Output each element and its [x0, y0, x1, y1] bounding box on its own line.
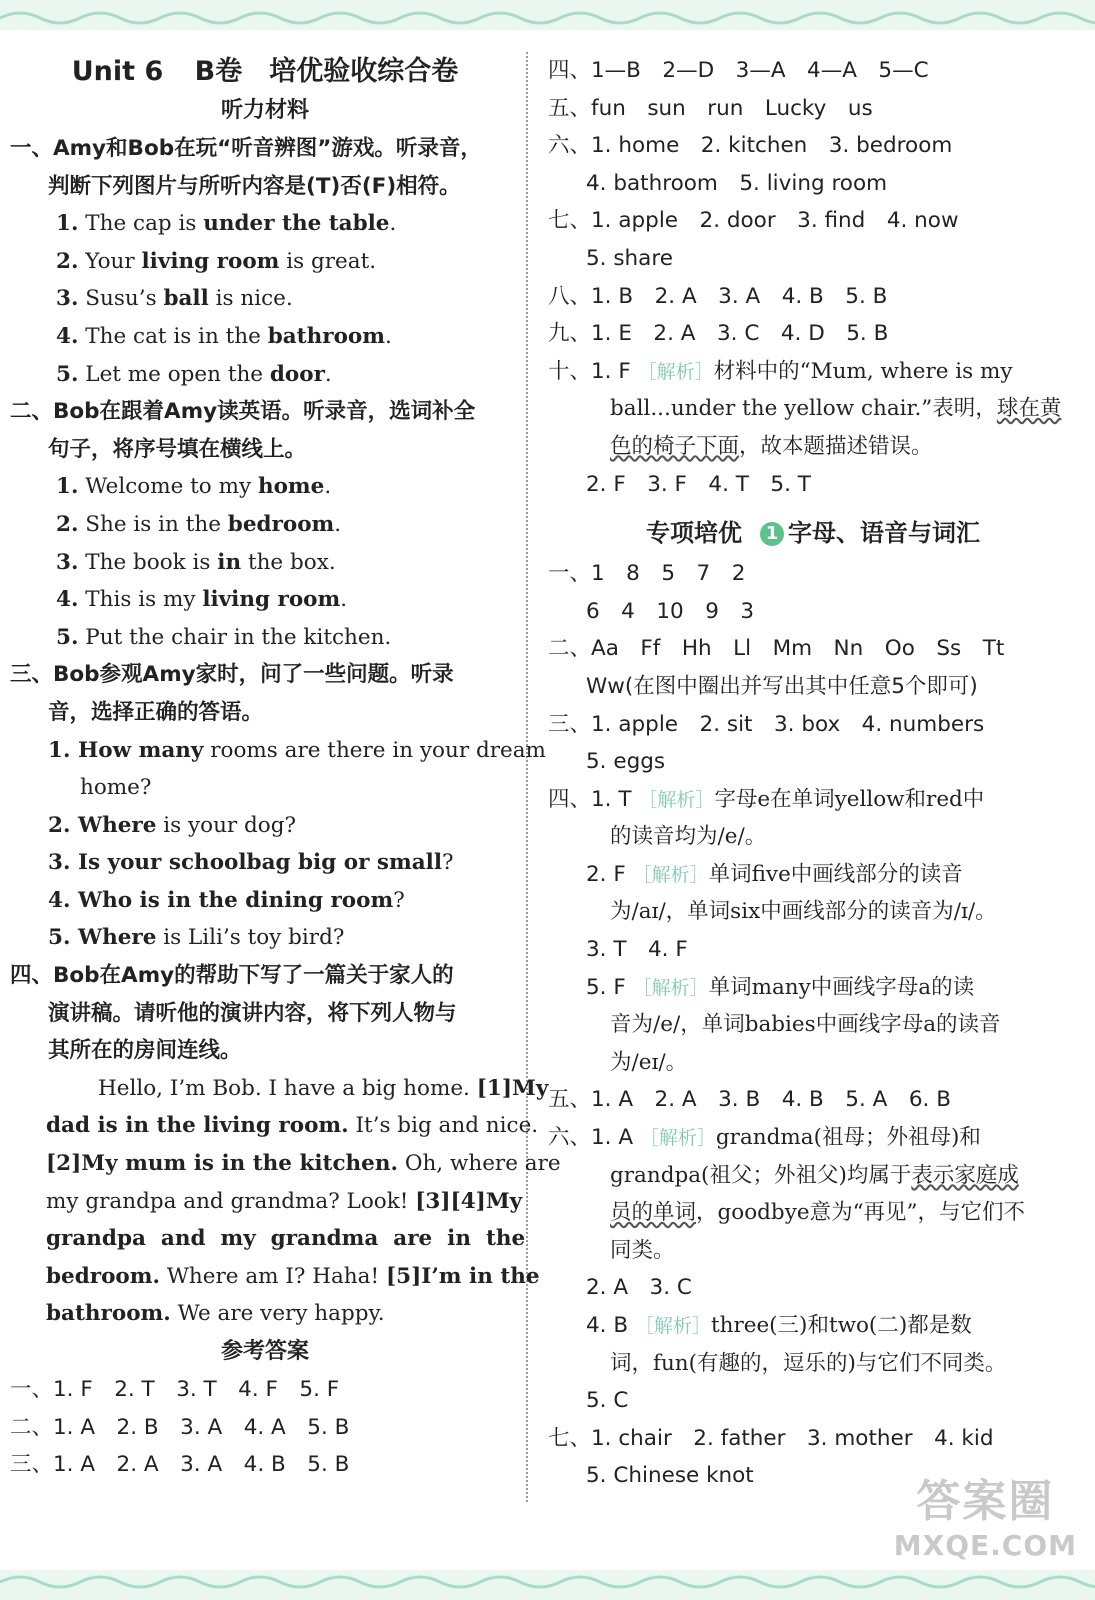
- item-number: 4.: [56, 323, 79, 349]
- item-number: 2.: [56, 248, 79, 274]
- analysis-tag: ［解析］: [634, 1315, 711, 1337]
- answer-4: 四、1—B 2—D 3—A 4—A 5—C: [548, 58, 929, 83]
- item-number: 4.: [56, 587, 79, 613]
- section-4-heading-c: 其所在的房间连线。: [48, 1038, 242, 1064]
- analysis-text: grandpa(祖父；外祖父)均属于: [610, 1162, 912, 1188]
- item-text: .: [385, 323, 392, 349]
- passage-line-6: [10, 1258, 540, 1296]
- q6-4b: 词，fun(有趣的，逗乐的)与它们不同类。: [610, 1350, 1007, 1376]
- page-title: [10, 52, 520, 92]
- item-text: She is in the: [78, 511, 228, 537]
- answer-6a: 六、1. home 2. kitchen 3. bedroom: [548, 133, 953, 159]
- item-number: 5.: [56, 624, 79, 650]
- item-text: is your dog?: [156, 812, 297, 838]
- item-text: The cap is: [78, 211, 204, 237]
- passage-text: my grandpa and grandma? Look!: [46, 1188, 416, 1214]
- item-bold: How many: [70, 737, 204, 763]
- item-bold: Where: [70, 812, 157, 838]
- answer-text: 四、1. T: [548, 786, 639, 812]
- passage-bold: [2]My mum is in the kitchen.: [46, 1151, 398, 1177]
- item-text: Your: [78, 248, 142, 274]
- item-number: 3.: [56, 286, 79, 312]
- item-bold: in: [217, 549, 242, 575]
- item-text: .: [340, 587, 348, 613]
- q6-1d: 同类。: [610, 1237, 675, 1263]
- section-1-heading-b: 判断下列图片与所听内容是(T)否(F)相符。: [48, 173, 461, 199]
- listening-heading: 听力材料: [220, 98, 309, 123]
- site-watermark: [894, 1465, 1077, 1562]
- item-text: Welcome to my: [78, 474, 258, 500]
- q1-row-a: 一、1 8 5 7 2: [548, 561, 746, 587]
- q3-row-b: 5. eggs: [586, 749, 666, 775]
- q6-5: 5. C: [586, 1388, 629, 1414]
- q6-1b: [548, 1157, 1078, 1195]
- analysis-underlined: 球在黄: [996, 396, 1062, 422]
- item-number: 5.: [56, 361, 79, 387]
- section-title: 字母、语音与词汇: [788, 519, 980, 548]
- item-bold: bathroom: [267, 323, 386, 349]
- item-text: is Lili’s toy bird?: [156, 925, 345, 951]
- passage-line-7: [10, 1295, 520, 1333]
- answer-10d: 2. F 3. F 4. T 5. T: [586, 471, 811, 497]
- answer-row-2: 二、1. A 2. B 3. A 4. A 5. B: [10, 1414, 350, 1440]
- analysis-tag: ［解析］: [639, 1127, 716, 1150]
- q6-1c: [548, 1194, 1078, 1232]
- answer-text: 六、1. A: [548, 1125, 640, 1151]
- analysis-text: 字母e在单词yellow和red中: [714, 786, 985, 812]
- item-bold: Where: [70, 925, 157, 951]
- special-section-heading: [548, 511, 1078, 555]
- s3-item-1a: [10, 732, 546, 770]
- section-4-heading-b: 演讲稿。请听他的演讲内容，将下列人物与: [48, 1000, 457, 1026]
- watermark-url: MXQE.COM: [893, 1529, 1077, 1562]
- q4-2b: 为/aɪ/，单词six中画线部分的读音为/ɪ/。: [610, 899, 997, 925]
- item-bold: living room: [141, 248, 280, 274]
- item-number: 3.: [56, 549, 79, 575]
- item-text: Let me open the: [78, 361, 270, 387]
- section-2-heading-a: 二、Bob在跟着Amy读英语。听录音，选词补全: [10, 399, 476, 425]
- title-unit: Unit 6: [71, 56, 164, 87]
- q6-1a: [548, 1119, 1078, 1157]
- answer-5: 五、fun sun run Lucky us: [548, 95, 873, 121]
- q7-row-b: 5. Chinese knot: [586, 1463, 754, 1489]
- q4-5b: 音为/e/，单词babies中画线字母a的读音: [610, 1012, 1001, 1038]
- analysis-text: 单词five中画线部分的读音: [708, 861, 963, 887]
- item-text: Susu’s: [78, 286, 164, 312]
- section-2-heading-b: 句子，将序号填在横线上。: [48, 436, 307, 462]
- s1-item-5: [10, 356, 520, 394]
- q3-row-a: 三、1. apple 2. sit 3. box 4. numbers: [548, 711, 985, 737]
- q5-row: 五、1. A 2. A 3. B 4. B 5. A 6. B: [548, 1087, 951, 1113]
- q6-2: 2. A 3. C: [586, 1275, 692, 1301]
- answer-row-1: 一、1. F 2. T 3. T 4. F 5. F: [10, 1377, 340, 1402]
- section-1-heading-a: 一、Amy和Bob在玩“听音辨图”游戏。听录音，: [10, 136, 482, 161]
- answer-row-3: 三、1. A 2. A 3. A 4. B 5. B: [10, 1452, 350, 1478]
- analysis-text: grandma(祖母；外祖母)和: [715, 1125, 981, 1151]
- section-label: 专项培优: [646, 519, 742, 548]
- q2-row-b: Ww(在图中圈出并写出其中任意5个即可): [586, 673, 978, 699]
- section-3-heading-b: 音，选择正确的答语。: [48, 699, 264, 725]
- item-bold: bedroom: [227, 511, 335, 537]
- item-text: .: [389, 211, 397, 237]
- section-4-heading-a: 四、Bob在Amy的帮助下写了一篇关于家人的: [10, 963, 454, 989]
- item-number: 2.: [48, 812, 71, 838]
- analysis-text: 单词many中画线字母a的读: [708, 974, 975, 1000]
- q4-1a: [548, 781, 1078, 819]
- s1-item-4: [10, 318, 520, 356]
- passage-line-2: [10, 1107, 539, 1145]
- item-bold: home: [257, 474, 325, 500]
- passage-text: Hello, I’m Bob. I have a big home.: [98, 1075, 477, 1101]
- passage-text: Oh, where are: [397, 1151, 561, 1177]
- s2-item-2: [10, 506, 520, 544]
- passage-text: It’s big and nice.: [348, 1113, 539, 1139]
- q1-row-b: 6 4 10 9 3: [586, 598, 755, 624]
- analysis-underlined: 表示家庭成: [911, 1162, 1019, 1188]
- title-rest: B卷 培优验收综合卷: [194, 56, 459, 87]
- q7-row-a: 七、1. chair 2. father 3. mother 4. kid: [548, 1425, 994, 1451]
- section-number-badge: 1: [760, 522, 784, 546]
- item-text: The book is: [78, 549, 218, 575]
- passage-text: We are very happy.: [170, 1301, 385, 1327]
- analysis-tag: ［解析］: [632, 863, 709, 886]
- q2-row-a: 二、Aa Ff Hh Ll Mm Nn Oo Ss Tt: [548, 636, 1005, 662]
- s3-item-1b: home?: [80, 775, 152, 801]
- q4-1b: 的读音均为/e/。: [610, 824, 767, 850]
- s2-item-5: [10, 619, 520, 657]
- item-number: 1.: [48, 737, 71, 763]
- s1-item-1: [10, 205, 520, 243]
- item-number: 1.: [56, 211, 79, 237]
- item-bold: Who is in the dining room: [70, 887, 394, 913]
- item-text: is great.: [279, 248, 377, 274]
- item-number: 1.: [56, 474, 79, 500]
- item-number: 4.: [48, 887, 71, 913]
- item-text: .: [324, 474, 332, 500]
- passage-line-5: grandpa and my grandma are in the: [46, 1226, 526, 1252]
- s1-item-2: [10, 243, 520, 281]
- section-3-heading-a: 三、Bob参观Amy家时，问了一些问题。听录: [10, 662, 454, 688]
- item-text: the box.: [241, 549, 336, 575]
- item-text: ?: [442, 850, 454, 876]
- s2-item-3: [10, 544, 520, 582]
- analysis-tag: ［解析］: [632, 976, 709, 999]
- q4-5a: [548, 969, 1078, 1007]
- item-text: Put the chair in the kitchen.: [78, 624, 392, 650]
- passage-line-1: [10, 1070, 549, 1108]
- q4-2a: [548, 856, 1078, 894]
- item-bold: ball: [163, 286, 209, 312]
- answer-10b: [548, 390, 1078, 428]
- item-text: ?: [393, 887, 405, 913]
- answer-text: 2. F: [586, 861, 633, 887]
- item-number: 2.: [56, 511, 79, 537]
- s3-item-2: [10, 807, 520, 845]
- item-bold: under the table: [203, 211, 390, 237]
- analysis-text: ，goodbye意为“再见”，与它们不: [696, 1200, 1026, 1226]
- passage-line-4: [10, 1183, 523, 1221]
- item-text: This is my: [78, 587, 203, 613]
- answers-heading: 参考答案: [220, 1339, 309, 1364]
- passage-bold: [5]I’m in the: [385, 1263, 540, 1289]
- answer-10a: [548, 353, 1078, 391]
- s3-item-5: [10, 919, 520, 957]
- s3-item-3: [10, 844, 520, 882]
- q4-3: 3. T 4. F: [586, 937, 688, 963]
- item-text: .: [324, 361, 332, 387]
- top-wave-border: [0, 0, 1095, 30]
- analysis-text: ，故本题描述错误。: [739, 433, 933, 459]
- answer-7b: 5. share: [586, 245, 673, 271]
- analysis-underlined: 色的椅子下面: [610, 433, 740, 459]
- item-text: .: [334, 511, 342, 537]
- q6-4a: [548, 1307, 1078, 1345]
- item-number: 5.: [48, 925, 71, 951]
- s3-item-4: [10, 882, 520, 920]
- passage-line-3: [10, 1145, 561, 1183]
- s2-item-1: [10, 468, 520, 506]
- answer-8: 八、1. B 2. A 3. A 4. B 5. B: [548, 283, 888, 309]
- watermark-logo-text: 答案圈: [916, 1476, 1055, 1527]
- passage-bold: [1]My: [476, 1075, 549, 1101]
- answer-text: 4. B: [586, 1313, 635, 1338]
- answer-9: 九、1. E 2. A 3. C 4. D 5. B: [548, 321, 889, 347]
- passage-bold: dad is in the living room.: [46, 1113, 349, 1139]
- right-column: [548, 52, 1078, 1495]
- item-text: rooms are there in your dream: [203, 737, 546, 763]
- item-number: 3.: [48, 850, 71, 876]
- item-text: is nice.: [208, 286, 293, 312]
- item-text: The cat is in the: [78, 323, 268, 349]
- answer-text: 十、1. F: [548, 358, 638, 384]
- item-bold: living room: [202, 587, 341, 613]
- analysis-text: ball...under the yellow chair.”表明，: [610, 396, 997, 422]
- left-column: [10, 52, 561, 1484]
- bottom-wave-border: [0, 1570, 1095, 1600]
- s2-item-4: [10, 581, 520, 619]
- s1-item-3: [10, 280, 520, 318]
- answer-10c: [548, 428, 1078, 466]
- q4-5c: 为/eɪ/。: [610, 1049, 688, 1075]
- answer-6b: 4. bathroom 5. living room: [586, 170, 888, 196]
- analysis-tag: ［解析］: [638, 788, 715, 811]
- analysis-underlined: 员的单词: [610, 1200, 697, 1226]
- passage-bold: bedroom.: [46, 1263, 160, 1289]
- answer-text: 5. F: [586, 974, 633, 1000]
- item-bold: door: [269, 361, 325, 387]
- analysis-text: three(三)和two(二)都是数: [710, 1313, 972, 1338]
- passage-text: Where am I? Haha!: [160, 1263, 386, 1289]
- analysis-text: 材料中的“Mum, where is my: [713, 358, 1013, 384]
- passage-bold: bathroom.: [46, 1301, 171, 1327]
- analysis-tag: ［解析］: [637, 360, 714, 383]
- answer-7a: 七、1. apple 2. door 3. find 4. now: [548, 208, 959, 234]
- passage-bold: [3][4]My: [415, 1188, 523, 1214]
- item-bold: Is your schoolbag big or small: [70, 850, 443, 876]
